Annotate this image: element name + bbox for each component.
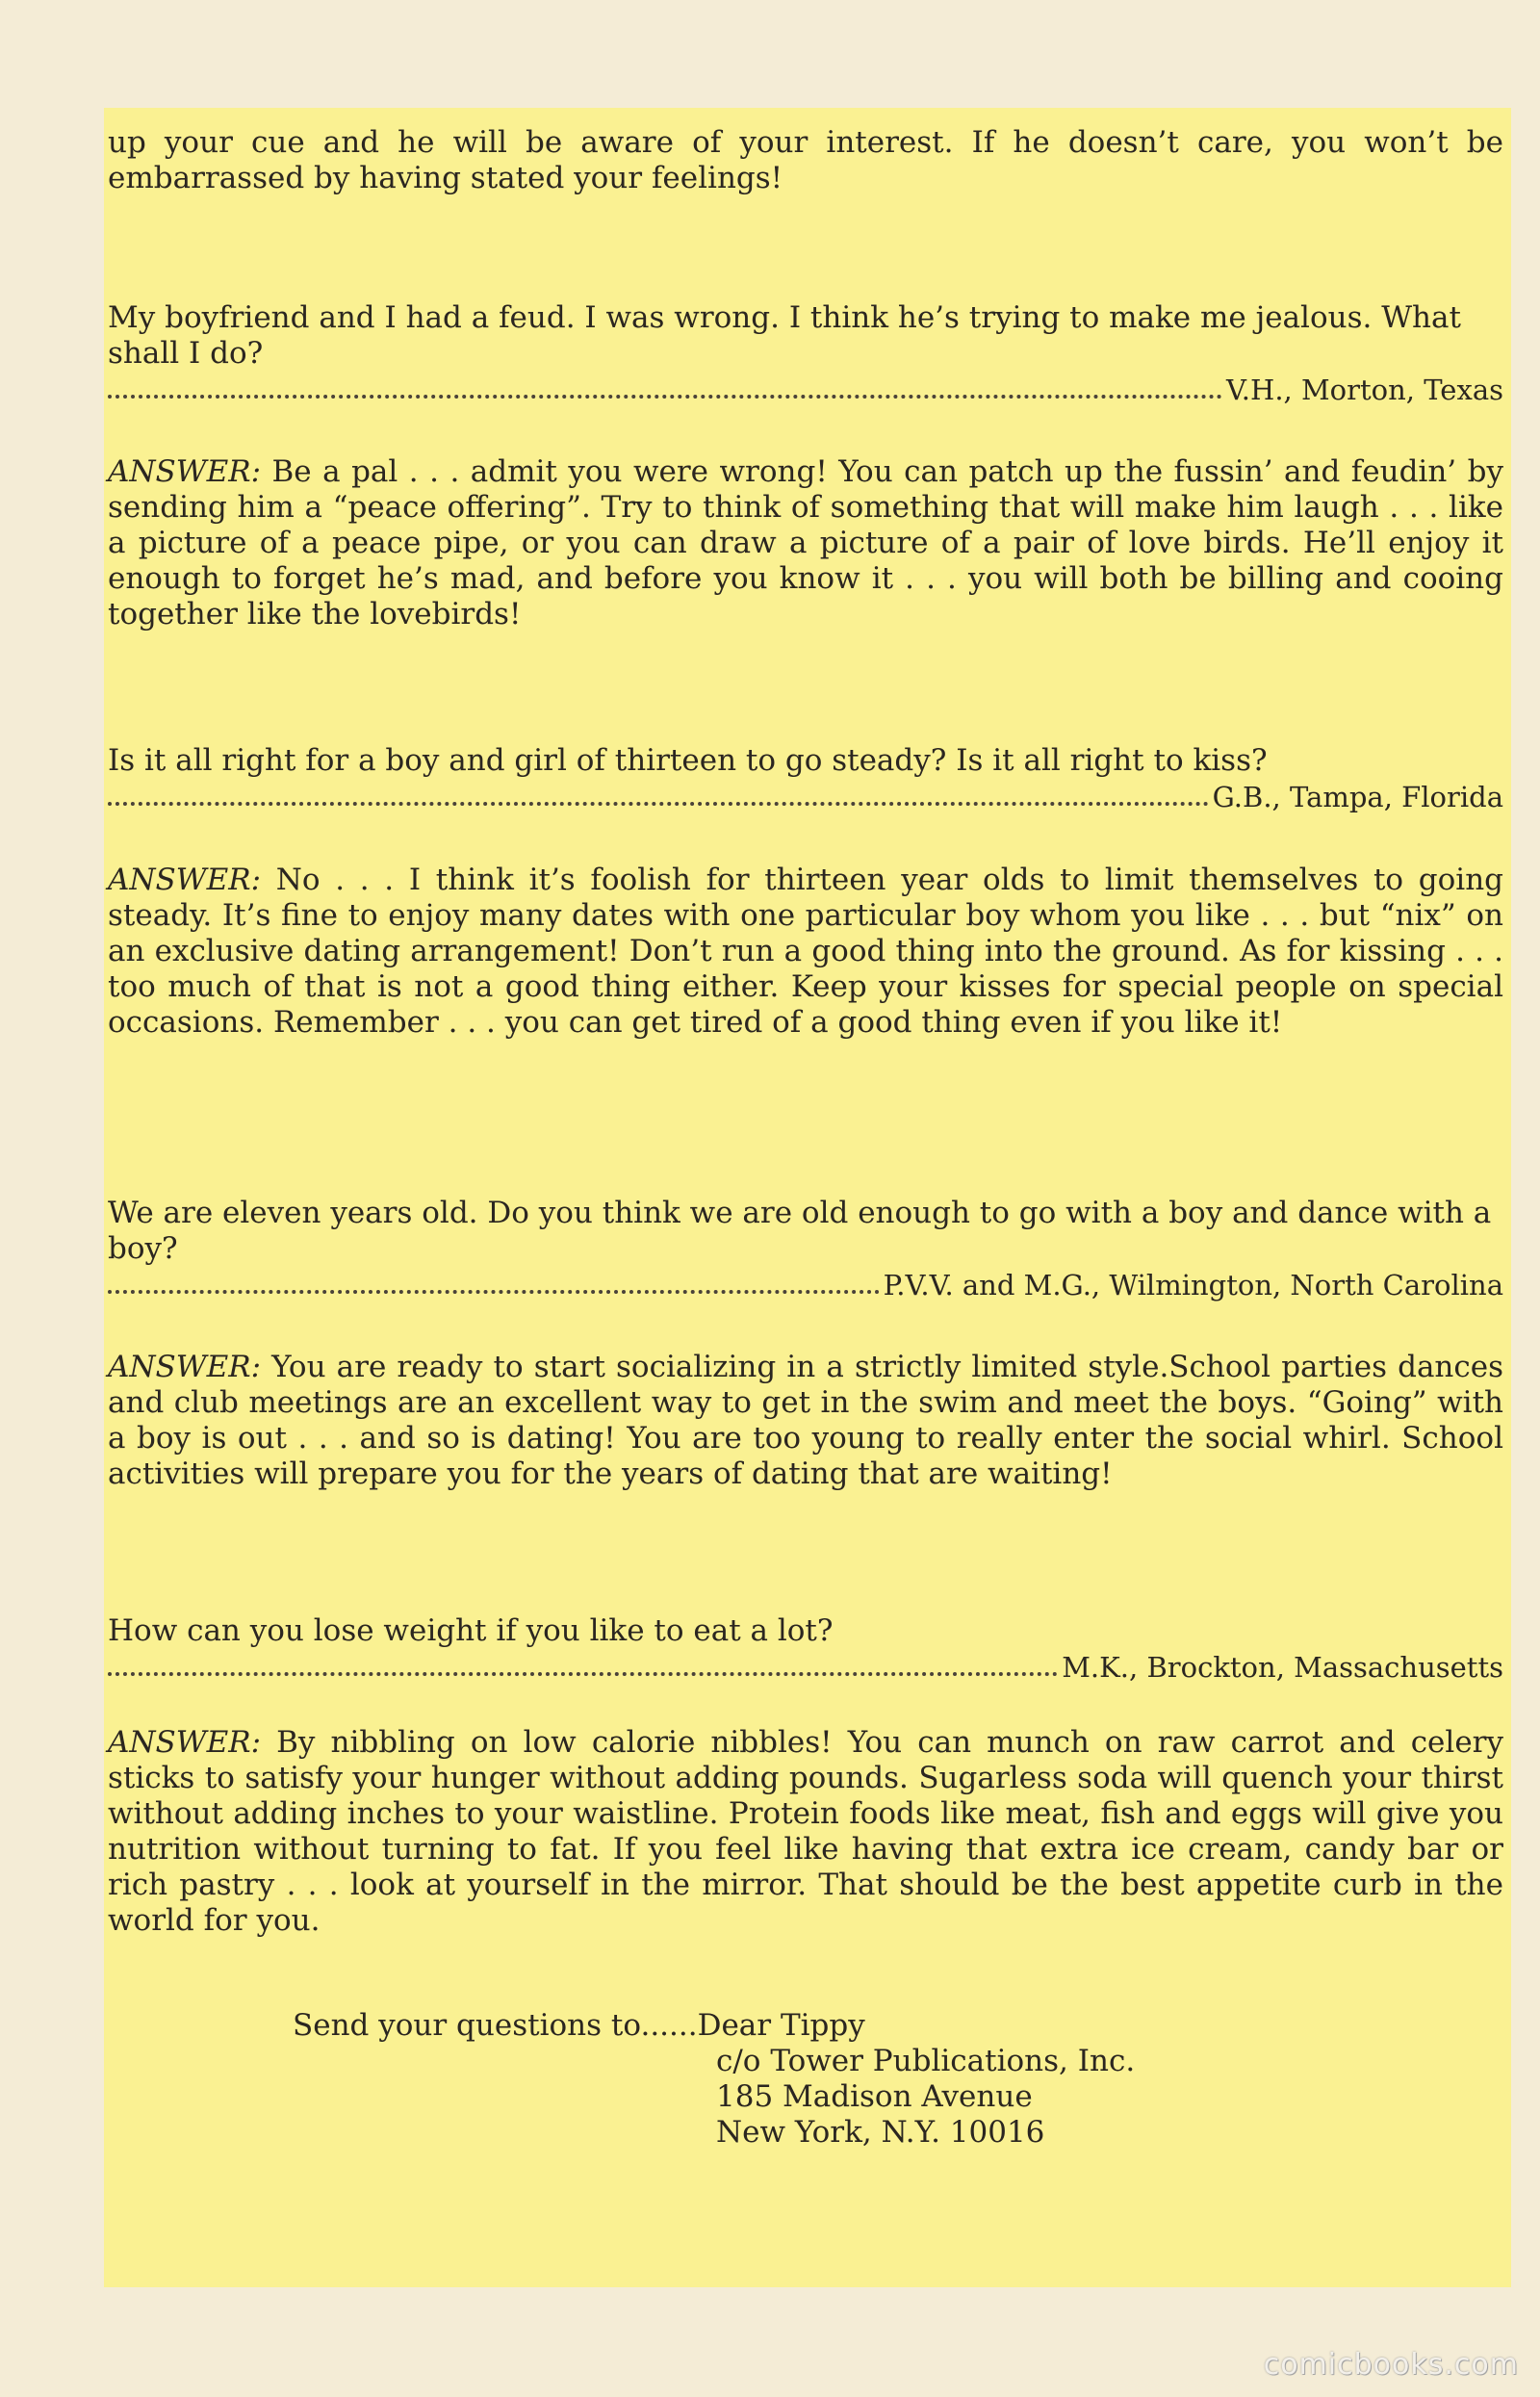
dotted-leader xyxy=(108,802,1209,806)
letter-3-signature: P.V.V. and M.G., Wilmington, North Carolina xyxy=(883,1269,1503,1302)
letter-2-answer-text: No . . . I think it’s foolish for thirteen year olds to limit themselves to going steady. It’s fine to enjoy many dates with one particular boy whom you like . . . but “nix” on an exclusive dating arrangement! Don’t run a good thing into the ground. As for kissing . . . too much of that is not a good thing either. Keep your kisses for special people on special occasions. Remember . . . you can get tired of a good thing even if you like it! xyxy=(108,863,1504,1040)
answer-label: ANSWER: xyxy=(108,863,262,897)
letter-3-answer xyxy=(108,1350,1503,1492)
letter-2-signature: G.B., Tampa, Florida xyxy=(1212,781,1503,813)
letter-2-signature-line xyxy=(108,779,1503,815)
address-line-1: c/o Tower Publications, Inc. xyxy=(716,2044,1136,2078)
answer-label: ANSWER: xyxy=(108,1350,262,1384)
watermark: comicbooks.com xyxy=(1263,2348,1519,2382)
letter-4-signature-line xyxy=(108,1649,1503,1686)
address-line-2: 185 Madison Avenue xyxy=(716,2079,1033,2114)
letter-4-signature: M.K., Brockton, Massachusetts xyxy=(1062,1651,1503,1684)
answer-label: ANSWER: xyxy=(108,1725,262,1760)
letter-4-answer xyxy=(108,1725,1503,1939)
letter-3-question: We are eleven years old. Do you think we are old enough to go with a boy and dance with a boy? xyxy=(108,1196,1492,1266)
letter-4-answer-text: By nibbling on low calorie nibbles! You can munch on raw carrot and celery sticks to satisfy your hunger without adding pounds. Sugarless soda will quench your thirst without adding inches to your waistline. Protein foods like meat, fish and eggs will give you nutrition without turning to fat. If you feel like having that extra ice cream, candy bar or rich pastry . . . look at yourself in the mirror. That should be the best appetite curb in the world for you. xyxy=(108,1725,1503,1938)
letter-1-signature: V.H., Morton, Texas xyxy=(1225,374,1503,406)
letter-1-answer-text: Be a pal . . . admit you were wrong! You can patch up the fussin’ and feudin’ by sending him a “peace offering”. Try to think of something that will make him laugh . . . like a picture of a peace pipe, or you can draw a picture of a pair of love birds. He’ll enjoy it enough to forget he’s mad, and before you know it . . . you will both be billing and cooing together like the lovebirds! xyxy=(108,454,1503,631)
column-panel xyxy=(104,108,1511,2287)
letter-1-question: My boyfriend and I had a feud. I was wrong. I think he’s trying to make me jealous. What shall I do? xyxy=(108,300,1461,371)
answer-label: ANSWER: xyxy=(108,454,262,489)
dotted-leader xyxy=(108,395,1222,399)
letter-4-question: How can you lose weight if you like to eat a lot? xyxy=(108,1613,834,1648)
letter-1-signature-line xyxy=(108,372,1503,408)
letter-3-answer-text: You are ready to start socializing in a strictly limited style.School parties dances and club meetings are an excellent way to get in the swim and meet the boys. “Going” with a boy is out . . . and so is dating! You are too young to really enter the social whirl. School activities will prepare you for the years of dating that are waiting! xyxy=(108,1350,1504,1491)
intro-paragraph: up your cue and he will be aware of your interest. If he doesn’t care, you won’t be embarrassed by having stated your feelings! xyxy=(108,125,1503,195)
address-line-3: New York, N.Y. 10016 xyxy=(716,2115,1045,2150)
letter-2-answer xyxy=(108,863,1503,1041)
dotted-leader xyxy=(108,1672,1058,1676)
dotted-leader xyxy=(108,1290,880,1294)
letter-3-signature-line xyxy=(108,1267,1503,1303)
letter-1-answer xyxy=(108,454,1503,632)
letter-2-question: Is it all right for a boy and girl of thirteen to go steady? Is it all right to kiss? xyxy=(108,743,1268,778)
send-questions-prompt: Send your questions to......Dear Tippy xyxy=(293,2008,865,2043)
